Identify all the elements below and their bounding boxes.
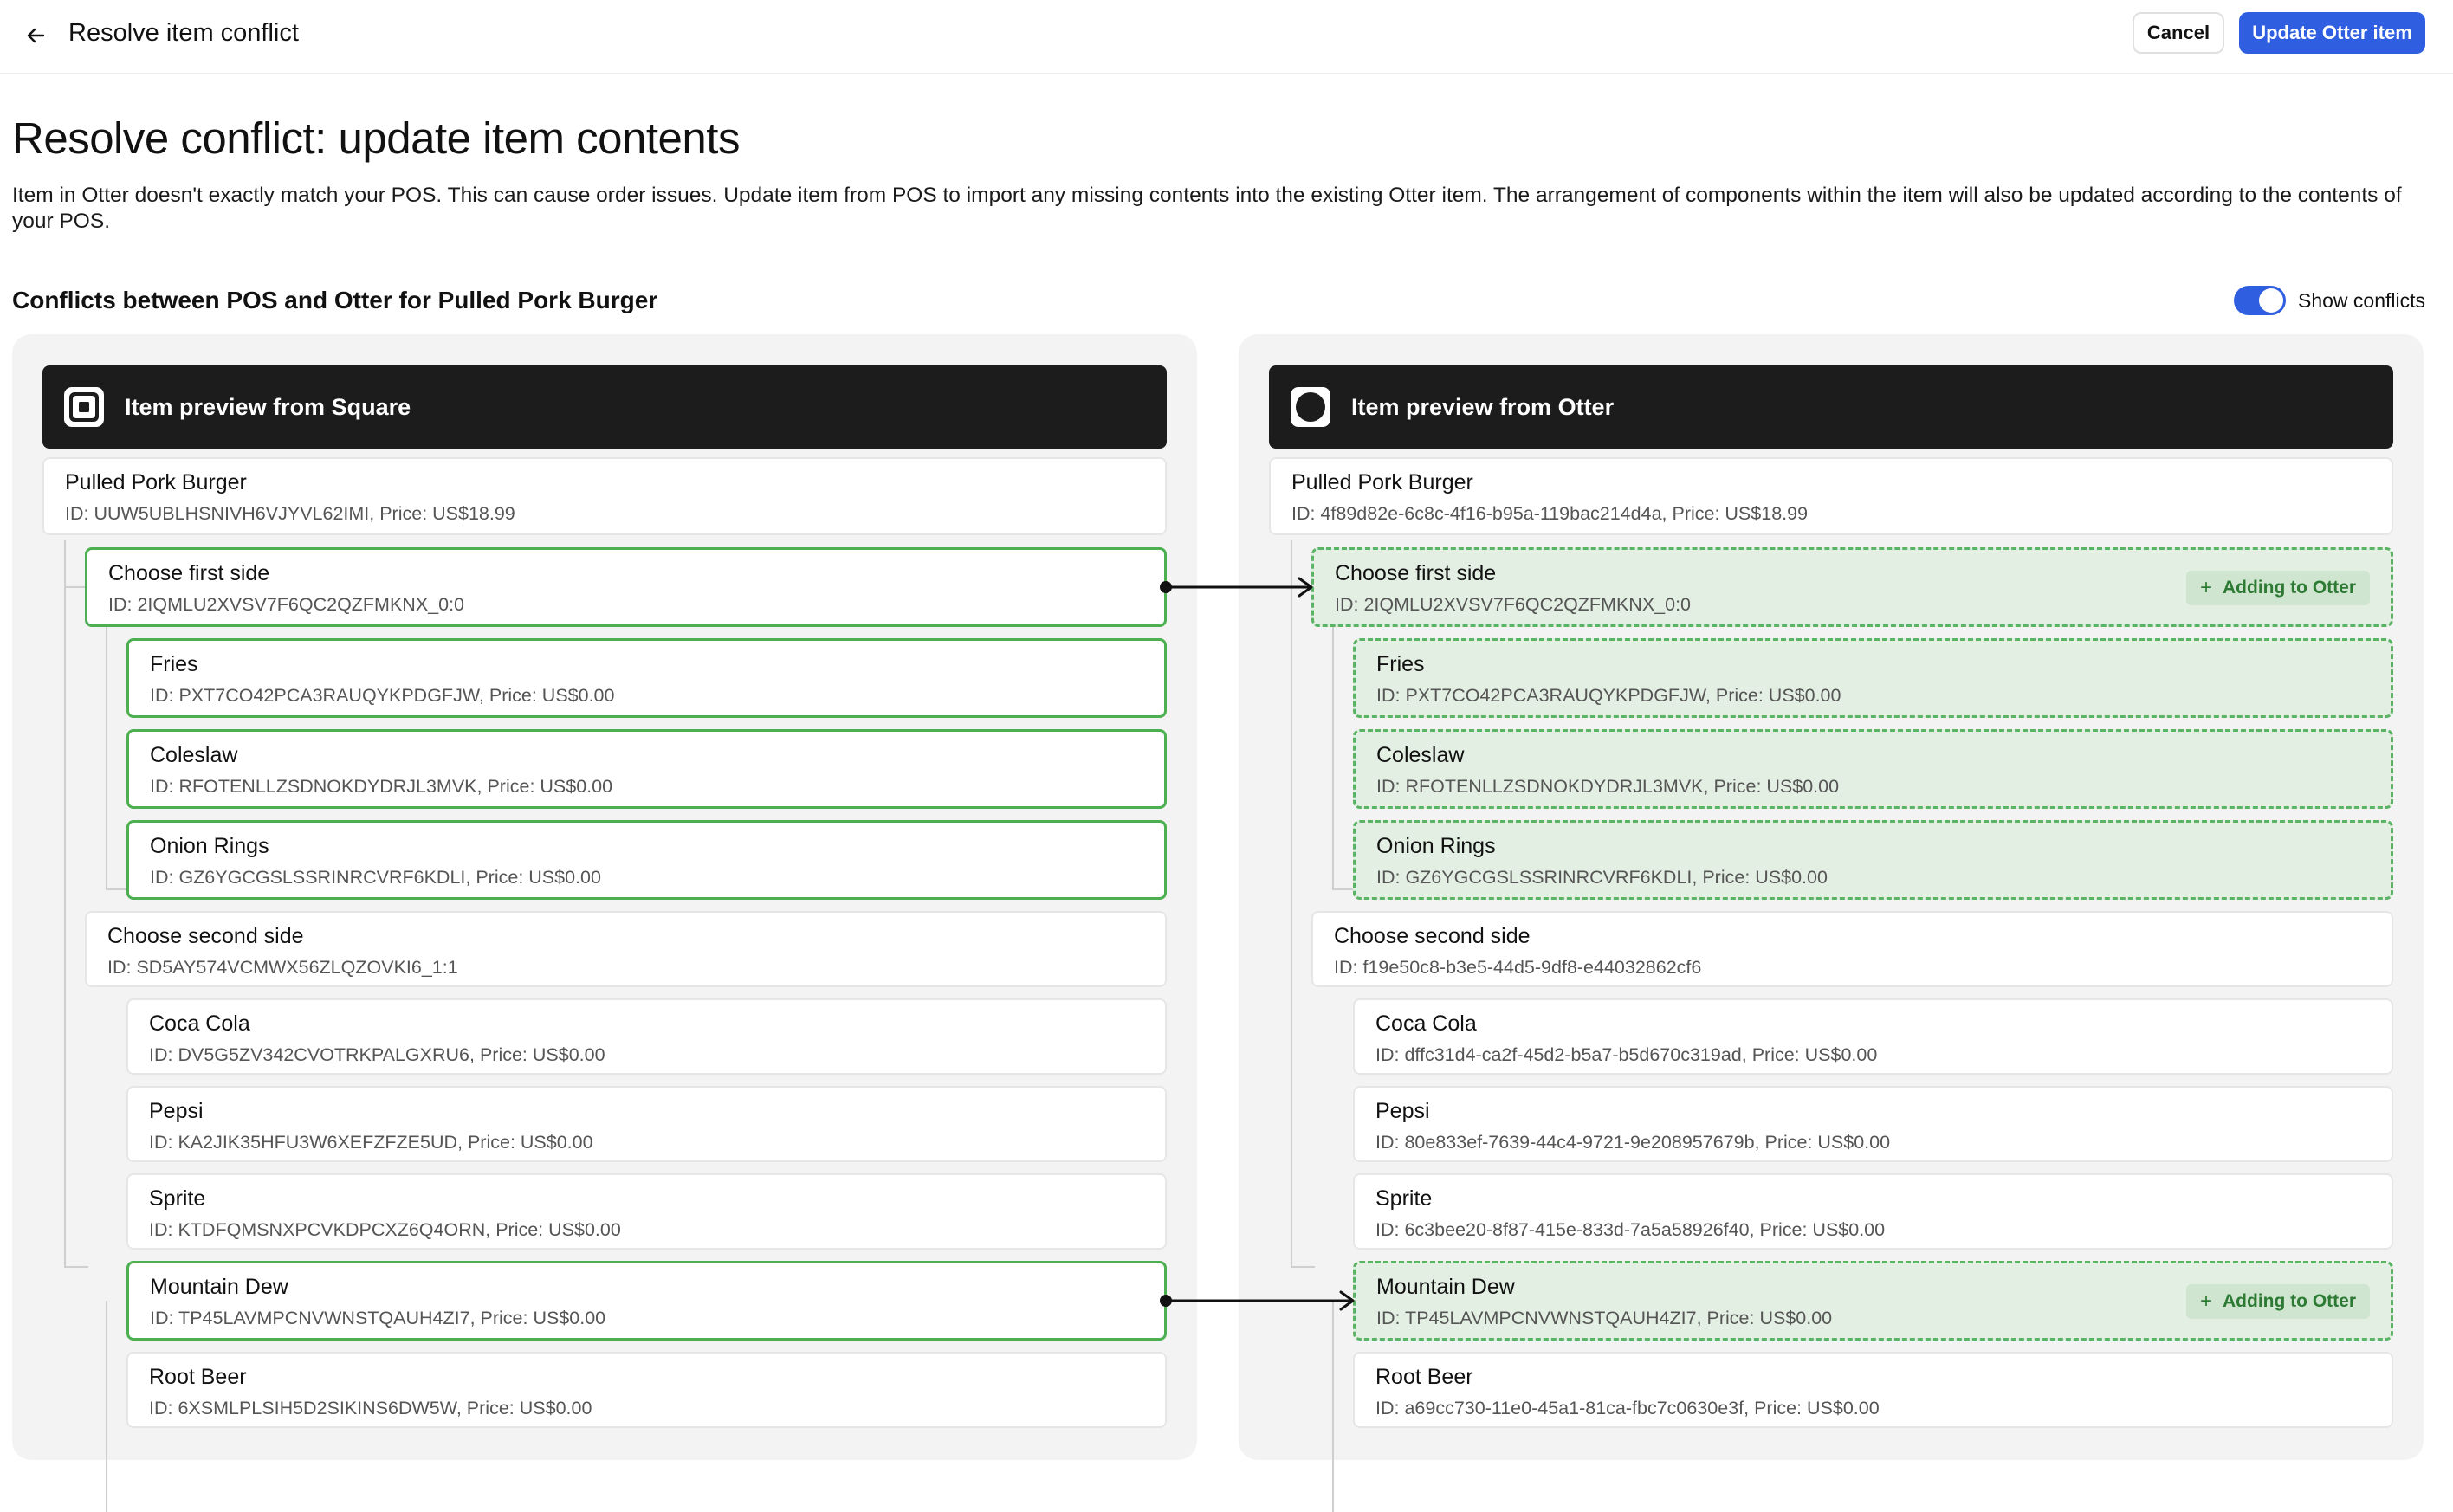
option-name: Coca Cola [1375,1011,1477,1036]
otter-option-sprite [1353,1173,2393,1250]
otter-item-card [1269,457,2393,535]
otter-panel-title: Item preview from Otter [1351,394,1615,420]
option-id: ID: GZ6YGCGSLSSRINRCVRF6KDLI, Price: US$0.00 [150,867,601,888]
option-name: Coleslaw [1376,743,1465,767]
item-id: ID: UUW5UBLHSNIVH6VJYVL62IMI, Price: US$18.99 [65,503,515,524]
otter-option-fries [1353,638,2393,718]
otter-logo-icon [1290,386,1331,428]
option-id: ID: RFOTENLLZSDNOKDYDRJL3MVK, Price: US$0.00 [150,776,613,797]
plus-icon: + [2200,1289,2213,1313]
update-otter-item-button[interactable]: Update Otter item [2239,12,2425,54]
group-id: ID: 2IQMLU2XVSV7F6QC2QZFMKNX_0:0 [108,594,465,615]
option-id: ID: GZ6YGCGSLSSRINRCVRF6KDLI, Price: US$0.00 [1376,867,1828,888]
square-group-second-side [85,911,1167,987]
otter-preview-panel [1239,334,2424,1460]
option-id: ID: TP45LAVMPCNVWNSTQAUH4ZI7, Price: US$0.00 [150,1308,606,1328]
square-group-first-side [85,547,1167,627]
square-option-coleslaw [126,729,1167,809]
option-id: ID: dffc31d4-ca2f-45d2-b5a7-b5d670c319ad, Price: US$0.00 [1375,1044,1878,1065]
option-name: Sprite [1375,1186,1433,1211]
badge-label: Adding to Otter [2223,578,2356,598]
square-option-sprite [126,1173,1167,1250]
option-name: Mountain Dew [150,1275,288,1299]
square-option-mountain-dew [126,1261,1167,1341]
option-id: ID: DV5G5ZV342CVOTRKPALGXRU6, Price: US$0.00 [149,1044,605,1065]
square-option-fries [126,638,1167,718]
square-option-coca-cola [126,998,1167,1075]
option-name: Fries [1376,652,1425,676]
topbar-title: Resolve item conflict [68,19,299,47]
cancel-button[interactable]: Cancel [2133,12,2224,54]
item-name: Pulled Pork Burger [65,470,247,494]
square-option-root-beer [126,1352,1167,1428]
otter-option-root-beer [1353,1352,2393,1428]
square-item-card [42,457,1167,535]
back-arrow-icon[interactable] [19,19,52,52]
section-title: Conflicts between POS and Otter for Pulled Pork Burger [12,287,658,313]
option-name: Pepsi [1375,1099,1430,1123]
group-name: Choose second side [1334,924,1531,948]
option-id: ID: KTDFQMSNXPCVKDPCXZ6Q4ORN, Price: US$0.00 [149,1219,621,1240]
otter-group-second-side [1311,911,2393,987]
option-name: Mountain Dew [1376,1275,1515,1299]
adding-to-otter-badge [2186,571,2370,605]
otter-option-coca-cola [1353,998,2393,1075]
option-id: ID: PXT7CO42PCA3RAUQYKPDGFJW, Price: US$0.00 [150,685,615,706]
option-id: ID: a69cc730-11e0-45a1-81ca-fbc7c0630e3f, Price: US$0.00 [1375,1398,1880,1418]
group-id: ID: SD5AY574VCMWX56ZLQZOVKI6_1:1 [107,957,458,978]
option-name: Coca Cola [149,1011,250,1036]
square-logo-icon [63,386,105,428]
otter-option-mountain-dew [1353,1261,2393,1341]
page-title: Resolve conflict: update item contents [12,113,740,163]
top-bar [0,0,2453,74]
square-option-pepsi [126,1086,1167,1162]
otter-option-pepsi [1353,1086,2393,1162]
square-preview-panel [12,334,1197,1460]
option-id: ID: TP45LAVMPCNVWNSTQAUH4ZI7, Price: US$0.00 [1376,1308,1833,1328]
badge-label: Adding to Otter [2223,1291,2356,1311]
otter-option-coleslaw [1353,729,2393,809]
option-name: Sprite [149,1186,206,1211]
group-name: Choose first side [108,561,270,585]
option-name: Root Beer [149,1365,247,1389]
option-name: Root Beer [1375,1365,1473,1389]
square-panel-title: Item preview from Square [125,394,411,420]
option-id: ID: PXT7CO42PCA3RAUQYKPDGFJW, Price: US$0.00 [1376,685,1841,706]
option-name: Onion Rings [150,834,269,858]
adding-to-otter-badge [2186,1284,2370,1319]
option-id: ID: RFOTENLLZSDNOKDYDRJL3MVK, Price: US$0.00 [1376,776,1840,797]
square-panel-header [42,365,1167,449]
option-name: Coleslaw [150,743,238,767]
otter-panel-header [1269,365,2393,449]
otter-group-first-side [1311,547,2393,627]
page-description: Item in Otter doesn't exactly match your POS. This can cause order issues. Update item from POS to import any missing contents into the existing Otter item. The arrangement of components within the item will also be updated according to the contents of your POS. [12,184,2402,233]
show-conflicts-label: Show conflicts [2298,288,2426,312]
show-conflicts-control [2234,286,2425,315]
option-id: ID: 6XSMLPLSIH5D2SIKINS6DW5W, Price: US$0.00 [149,1398,592,1418]
group-id: ID: 2IQMLU2XVSV7F6QC2QZFMKNX_0:0 [1335,594,1692,615]
option-id: ID: 80e833ef-7639-44c4-9721-9e208957679b, Price: US$0.00 [1375,1132,1891,1153]
show-conflicts-toggle[interactable] [2234,286,2286,315]
square-option-onion-rings [126,820,1167,900]
option-id: ID: 6c3bee20-8f87-415e-833d-7a5a58926f40, Price: US$0.00 [1375,1219,1886,1240]
option-id: ID: KA2JIK35HFU3W6XEFZFZE5UD, Price: US$0.00 [149,1132,593,1153]
item-name: Pulled Pork Burger [1291,470,1473,494]
plus-icon: + [2200,576,2213,599]
option-name: Onion Rings [1376,834,1496,858]
group-id: ID: f19e50c8-b3e5-44d5-9df8-e44032862cf6 [1334,957,1702,978]
group-name: Choose first side [1335,561,1497,585]
group-name: Choose second side [107,924,304,948]
item-id: ID: 4f89d82e-6c8c-4f16-b95a-119bac214d4a, Price: US$18.99 [1291,503,1809,524]
option-name: Pepsi [149,1099,204,1123]
option-name: Fries [150,652,198,676]
otter-option-onion-rings [1353,820,2393,900]
